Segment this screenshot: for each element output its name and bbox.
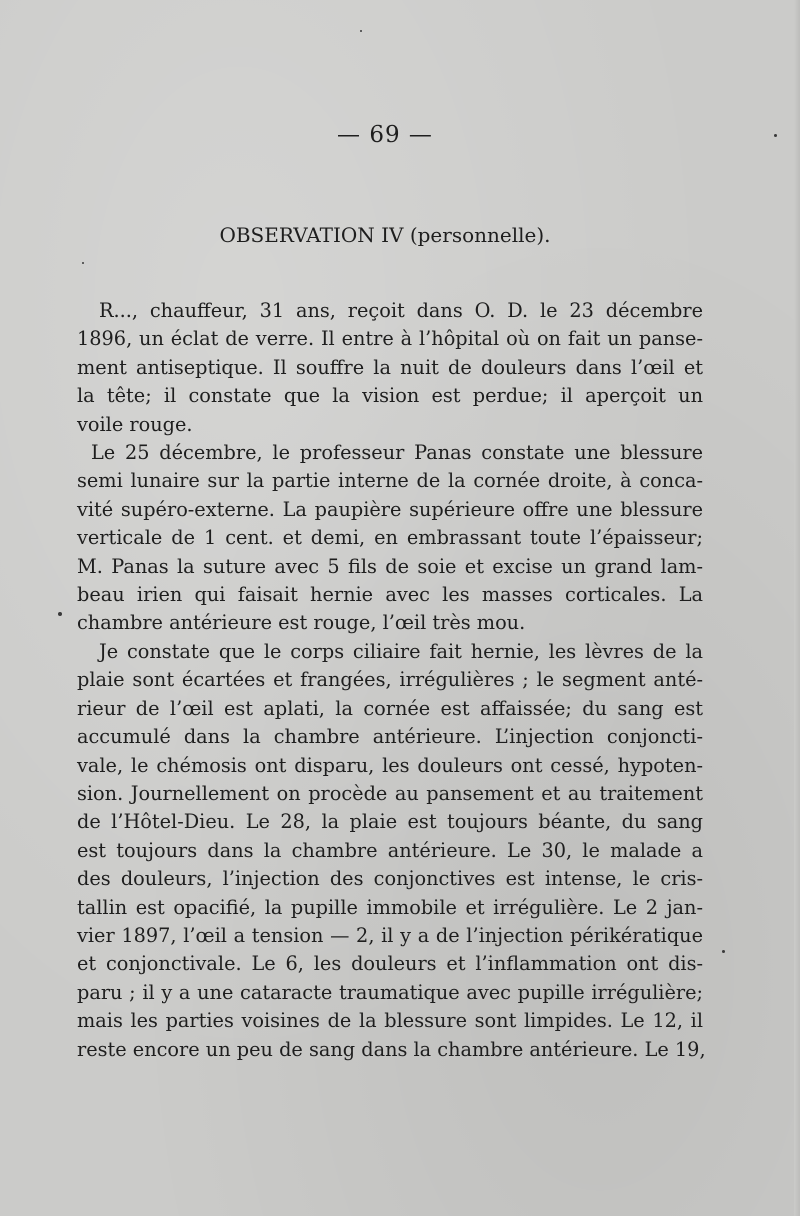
text-line: reste encore un peu de sang dans la chambre antérieure. Le 19, <box>77 1037 706 1061</box>
text-line: est toujours dans la chambre antérieure. Le 30, le malade a <box>77 838 703 862</box>
page-edge <box>794 0 800 1216</box>
text-line: semi lunaire sur la partie interne de la cornée droite, à conca- <box>77 469 703 493</box>
text-line: la tête; il constate que la vision est perdue; il aperçoit un <box>77 384 703 408</box>
text-line: Je constate que le corps ciliaire fait hernie, les lèvres de la <box>99 639 703 663</box>
text-line: vale, le chémosis ont disparu, les douleurs ont cessé, hypoten- <box>77 753 703 777</box>
text-line: vité supéro-externe. La paupière supérieure offre une blessure <box>77 497 703 521</box>
text-line: sion. Journellement on procède au pansement et au traitement <box>77 781 703 805</box>
observation-heading: OBSERVATION IV (personnelle). <box>219 223 551 247</box>
text-line: des douleurs, l’injection des conjonctives est intense, le cris- <box>77 867 703 891</box>
scan-speck <box>722 950 725 953</box>
scan-speck <box>774 134 777 137</box>
text-line: paru ; il y a une cataracte traumatique avec pupille irrégulière; <box>77 980 703 1004</box>
text-line: rieur de l’œil est aplati, la cornée est affaissée; du sang est <box>77 696 703 720</box>
scan-speck <box>82 262 84 264</box>
scan-speck <box>58 612 62 616</box>
text-line: M. Panas la suture avec 5 fils de soie et excise un grand lam- <box>77 554 703 578</box>
text-line: voile rouge. <box>77 412 193 436</box>
text-line: ment antiseptique. Il souffre la nuit de douleurs dans l’œil et <box>77 355 703 379</box>
text-line: tallin est opacifié, la pupille immobile et irrégulière. Le 2 jan- <box>77 895 703 919</box>
text-line: chambre antérieure est rouge, l’œil très mou. <box>77 611 526 635</box>
text-line: de l’Hôtel-Dieu. Le 28, la plaie est toujours béante, du sang <box>77 810 703 834</box>
body-text <box>77 297 706 1064</box>
text-line: mais les parties voisines de la blessure sont limpides. Le 12, il <box>77 1009 703 1033</box>
text-line: et conjonctivale. Le 6, les douleurs et l’inflammation ont dis- <box>77 952 703 976</box>
scan-speck <box>360 30 362 32</box>
text-line: plaie sont écartées et frangées, irrégulières ; le segment anté- <box>77 668 703 692</box>
text-line: vier 1897, l’œil a tension — 2, il y a de l’injection périkératique <box>77 923 703 947</box>
text-line: Le 25 décembre, le professeur Panas constate une blessure <box>91 441 703 465</box>
text-line: R..., chauffeur, 31 ans, reçoit dans O. D. le 23 décembre <box>99 299 703 322</box>
text-line: 1896, un éclat de verre. Il entre à l’hôpital où on fait un panse- <box>77 327 703 351</box>
page-number: — 69 — <box>337 122 433 148</box>
text-line: verticale de 1 cent. et demi, en embrassant toute l’épaisseur; <box>77 526 703 550</box>
text-line: beau irien qui faisait hernie avec les masses corticales. La <box>77 583 703 607</box>
text-line: accumulé dans la chambre antérieure. L’injection conjoncti- <box>77 725 703 749</box>
